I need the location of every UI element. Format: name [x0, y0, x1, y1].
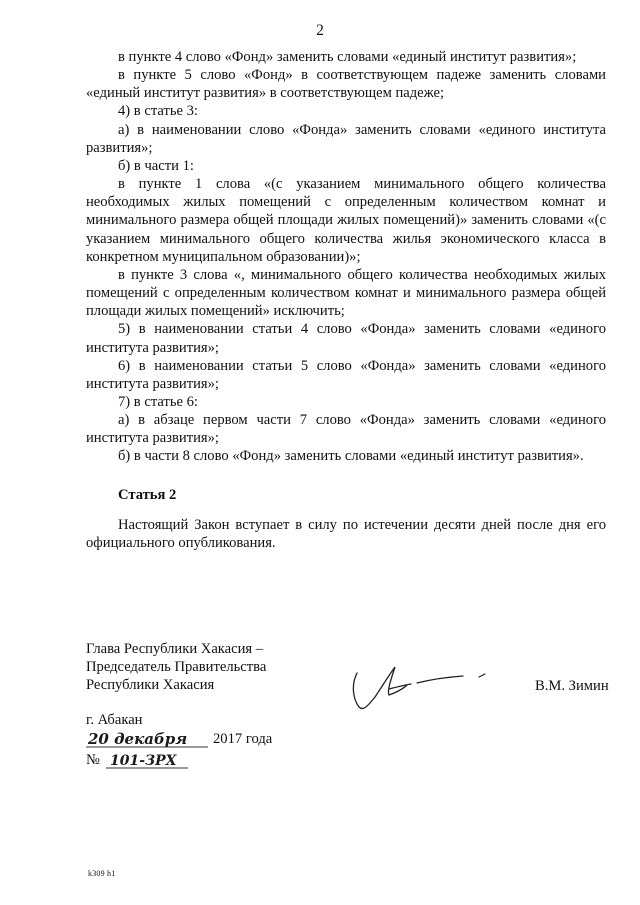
handwritten-signature	[345, 655, 495, 715]
law-number-prefix: №	[86, 752, 100, 768]
paragraph: б) в части 8 слово «Фонд» заменить словами «единый институт развития».	[118, 448, 584, 465]
paragraph: в пункте 4 слово «Фонд» заменить словами «единый институт развития»;	[118, 49, 577, 65]
footer-code: k309 h1	[88, 869, 116, 878]
paragraph: 6) в наименовании статьи 5 слово «Фонда» заменить словами «единого института развития»;	[86, 357, 606, 392]
paragraph: в пункте 5 слово «Фонд» в соответствующем падеже заменить словами «единый институт развития» в соответствующем падеже;	[86, 67, 606, 102]
paragraph: в пункте 3 слова «, минимального общего количества необходимых жилых помещений с определенным количеством комнат и минимального размера общей площади жилых помещений» исключить;	[86, 266, 606, 320]
signatory-title	[86, 640, 266, 694]
paragraph: в пункте 1 слова «(с указанием минимального общего количества необходимых жилых помещений с определенным количеством комнат и минимального размера общей площади жилых помещений)» заменить словами «(с указанием минимального общего количества жилья экономического класса в конкретном муниципальном образовании)»;	[86, 176, 606, 265]
date-year: 2017 года	[213, 731, 273, 747]
page-number: 2	[316, 22, 324, 39]
article-paragraph: Настоящий Закон вступает в силу по истечении десяти дней после дня его официального опубликования.	[86, 517, 606, 552]
paragraph: 5) в наименовании статьи 4 слово «Фонда» заменить словами «единого института развития»;	[86, 321, 606, 356]
signatory-line: Республики Хакасия	[86, 677, 215, 694]
handwritten-law-number	[106, 748, 190, 772]
signatory-line: Глава Республики Хакасия –	[86, 641, 264, 657]
article-body	[86, 516, 606, 552]
paragraph: б) в части 1:	[118, 157, 194, 174]
signatory-name: В.М. Зимин	[535, 678, 609, 694]
paragraph: 4) в статье 3:	[118, 103, 198, 120]
paragraph: 7) в статье 6:	[118, 393, 198, 410]
handwritten-date-text: 20 декабря	[88, 730, 188, 748]
article-title: Статья 2	[118, 487, 177, 503]
amendments-text	[86, 48, 606, 466]
paragraph: а) в наименовании слово «Фонда» заменить словами «единого института развития»;	[86, 121, 606, 156]
paragraph: а) в абзаце первом части 7 слово «Фонда» заменить словами «единого института развития»;	[86, 412, 606, 447]
handwritten-number-text: 101-ЗРХ	[110, 753, 177, 769]
signing-place: г. Абакан	[86, 712, 143, 728]
signatory-line: Председатель Правительства	[86, 659, 267, 676]
